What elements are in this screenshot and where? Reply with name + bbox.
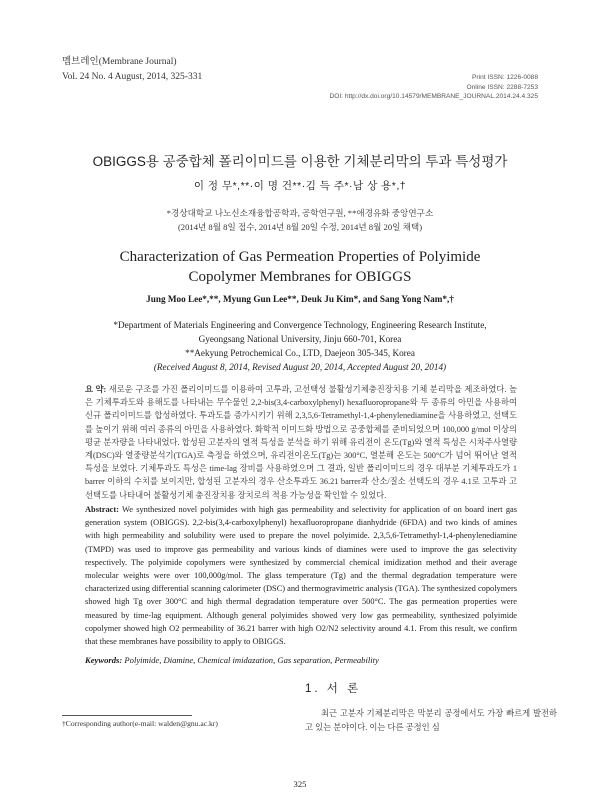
affiliation-korean xyxy=(0,206,600,234)
journal-name: 멤브레인(Membrane Journal) xyxy=(62,57,177,67)
abstract-english xyxy=(85,503,517,648)
print-issn: Print ISSN: 1226-0088 xyxy=(472,74,538,81)
keywords-label: Keywords: xyxy=(85,655,123,665)
keywords-text: Polyimide, Diamine, Chemical imidazation, Gas separation, Permeability xyxy=(124,655,379,665)
affiliation-english-line1: *Department of Materials Engineering and Convergence Technology, Engineering Research Institute, xyxy=(113,320,487,330)
abstract-korean-text: 새로운 구조를 가진 폴리이미드를 이용하여 고투과, 고선택성 불활성기체충진장치용 기체 분리막을 제조하였다. 높은 기체투과도와 용해도를 나타내는 무수물인 2,2-bis(3,4-carboxylphenyl) hexafluoropropane와 두 종류의 아민을 사용하여 신규 폴리이미드를 합성하였다. 투과도를 증가시키기 위해 2,3,5,6-Tetramethyl-1,4-phenylenediamine을 사용하였고, 선택도를 높이기 위해 여러 종류의 아민을 사용하였다. 화학적 이미드화 방법으로 공중합체를 준비되었으며 100,000 g/mol 이상의 평균 분자량을 나타내었다. 합성된 고분자의 열적 특성을 분석을 하기 위해 유리전이 온도(Tg)와 열적 특성은 시차주사열량계(DSC)와 열중량분석기(TGA)로 측정을 하였으며, 유리전이온도(Tg)는 300°C, 열분해 온도는 500°C가 넘어 뛰어난 열적 특성을 보였다. 기체투과도 특성은 time-lag 장비를 사용하였으며 그 결과, 일반 폴리이미드의 경우 대부분 기체투과도가 1 barrer 이하의 수치를 보이지만, 합성된 고분자의 경우 산소투과도 36.21 barrer과 산소/질소 선택도의 경우 4.1로 고투과 고선택도를 나타내어 불활성기체 충진장치용 장치로의 적용 가능성을 확인할 수 있었다. xyxy=(85,385,517,500)
footnote-divider xyxy=(62,715,192,716)
abstract-english-text: We synthesized novel polyimides with high gas permeability and selectivity for application of on board inert gas generation system (OBIGGS). 2,2-bis(3,4-carboxylphenyl) hexafluoropropane dianhydride (6FDA) and two kinds of amines with high permeability and solubility were used to prepare the novel polyimide. 2,3,5,6-Tetramethyl-1,4-phenylenediamine (TMPD) was used to improve gas permeability and various kinds of diamines were used to improve the gas selectivity respectively. The polyimide copolymers were synthesized by commercial chemical imidization method and their average molecular weights were over 100,000g/mol. The glass temperature (Tg) and the thermal degradation temperature were characterized using differential scanning calorimeter (DSC) and thermogravimetric analysis (TGA). The synthesized copolymers showed high Tg over 300°C and high thermal degradation temperature over 500°C. The gas permeation properties were measured by time-lag equipment. Although general polyimides showed very low gas permeability, synthesized polyimide copolymer showed high O2 permeability of 36.21 barrer with high O2/N2 selectivity around 4.1. From this result, we confirm that these membranes have possibility to apply to OBIGGS. xyxy=(85,505,518,647)
abstract-english-label: Abstract: xyxy=(85,505,119,514)
affiliation-english-line2: Gyeongsang National University, Jinju 660-701, Korea xyxy=(198,334,402,344)
affiliation-korean-line1: *경상대학교 나노신소재융합공학과, 공학연구원, **애경유화 중앙연구소 xyxy=(166,208,434,218)
section-heading-introduction: 1. 서 론 xyxy=(305,683,362,695)
issn-block xyxy=(329,73,538,102)
authors-korean: 이 정 무*,**·이 명 건**·김 득 주*·남 상 용*,† xyxy=(193,180,407,192)
affiliation-english-line3: **Aekyung Petrochemical Co., LTD, Daejeon 305-345, Korea xyxy=(185,348,415,358)
corresponding-author-footnote: †Corresponding author(e-mail: walden@gnu.ac.kr) xyxy=(62,719,218,728)
authors-english: Jung Moo Lee*,**, Myung Gun Lee**, Deuk Ju Kim*, and Sang Yong Nam*,† xyxy=(146,294,454,304)
journal-volume: Vol. 24 No. 4 August, 2014, 325-331 xyxy=(62,72,203,82)
affiliation-english xyxy=(0,318,600,374)
doi-link[interactable]: DOI: http://dx.doi.org/10.14579/MEMBRANE_JOURNAL.2014.24.4.325 xyxy=(329,93,538,100)
submission-dates-korean: (2014년 8월 8일 접수, 2014년 8월 20일 수정, 2014년 8월 20일 채택) xyxy=(177,222,423,232)
journal-header xyxy=(62,55,202,85)
title-korean: OBIGGS용 공중합체 폴리이미드를 이용한 기체분리막의 투과 특성평가 xyxy=(92,154,508,169)
page-number: 325 xyxy=(293,779,307,789)
body-text-korean: 최근 고분자 기체분리막은 막분리 공정에서도 가장 빠르게 발전하고 있는 분야이다. 이는 다른 공정인 심 xyxy=(305,709,557,732)
abstract-korean xyxy=(85,383,517,502)
submission-dates-english: (Received August 8, 2014, Revised August 20, 2014, Accepted August 20, 2014) xyxy=(153,362,447,372)
keywords xyxy=(85,655,517,665)
online-issn: Online ISSN: 2288-7253 xyxy=(466,83,538,91)
title-english: Characterization of Gas Permeation Properties of Polyimide Copolymer Membranes for OBIGGS xyxy=(119,249,481,285)
abstract-korean-label: 요 약: xyxy=(85,385,107,394)
